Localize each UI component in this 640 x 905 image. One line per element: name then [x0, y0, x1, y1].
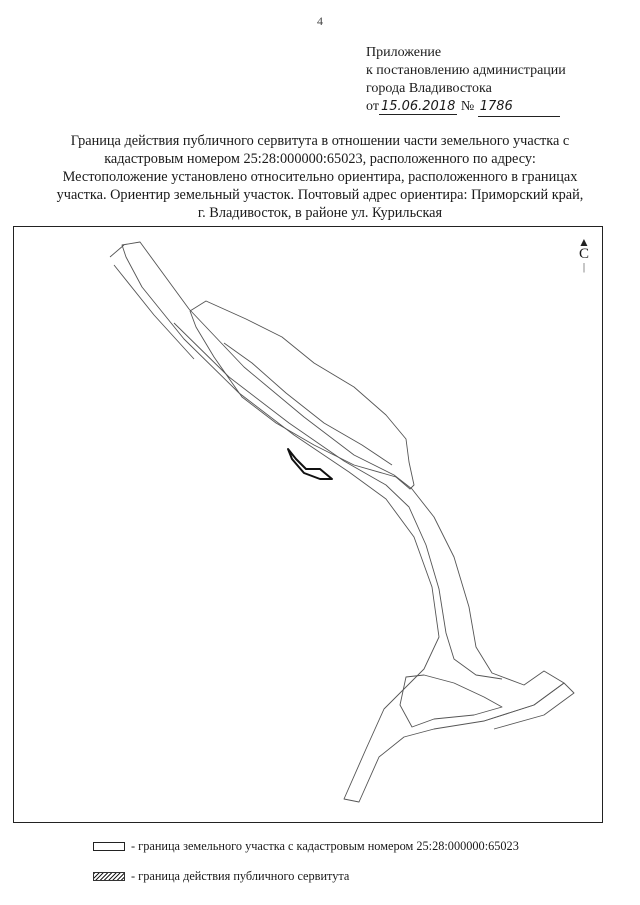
legend-item-servitude: [93, 869, 633, 884]
land-plot-top-edge: [110, 245, 194, 359]
date-value: 15.06.2018: [380, 99, 456, 114]
date-prefix: от: [366, 99, 379, 114]
servitude-boundary: [288, 449, 332, 479]
document-title: [10, 132, 630, 222]
appendix-date-number: [366, 98, 626, 117]
north-label: С: [578, 246, 589, 262]
plot-boundary-swatch-icon: [93, 842, 125, 851]
number-prefix: №: [460, 99, 475, 114]
land-plot-inner-boundary: [174, 323, 502, 679]
land-plot-junction: [400, 675, 502, 727]
appendix-resolution: к постановлению администрации: [366, 63, 566, 78]
land-plot-branch-track: [224, 343, 392, 465]
title-line-5: г. Владивосток, в районе ул. Курильская: [197, 205, 443, 221]
north-indicator: [574, 237, 594, 274]
map-drawing: [14, 227, 604, 824]
title-line-1: Граница действия публичного сервитута в отношении части земельного участка с: [70, 133, 570, 149]
north-arrow-icon: ▲: [578, 235, 590, 249]
title-line-2: кадастровым номером 25:28:000000:65023, расположенного по адресу:: [104, 151, 536, 167]
land-plot-spur: [484, 683, 574, 729]
appendix-header: [366, 44, 626, 117]
appendix-city: города Владивостока: [366, 81, 492, 96]
title-line-3: Местоположение установлено относительно ориентира, расположенного в границах: [62, 169, 578, 185]
appendix-title: Приложение: [366, 45, 442, 60]
legend-servitude-text: - граница действия публичного сервитута: [131, 869, 350, 883]
legend-item-plot: [93, 839, 633, 854]
cadastral-map: [13, 226, 603, 823]
land-plot-main-boundary: [122, 242, 564, 802]
title-line-4: участка. Ориентир земельный участок. Почтовый адрес ориентира: Приморский край,: [56, 187, 584, 203]
north-arrow-tail-icon: |: [582, 262, 585, 273]
legend-plot-text: - граница земельного участка с кадастровым номером 25:28:000000:65023: [131, 839, 519, 853]
page-number: 4: [317, 14, 323, 28]
number-value: 1786: [479, 99, 513, 114]
land-plot-branch-loop: [190, 301, 414, 489]
servitude-swatch-icon: [93, 872, 125, 881]
